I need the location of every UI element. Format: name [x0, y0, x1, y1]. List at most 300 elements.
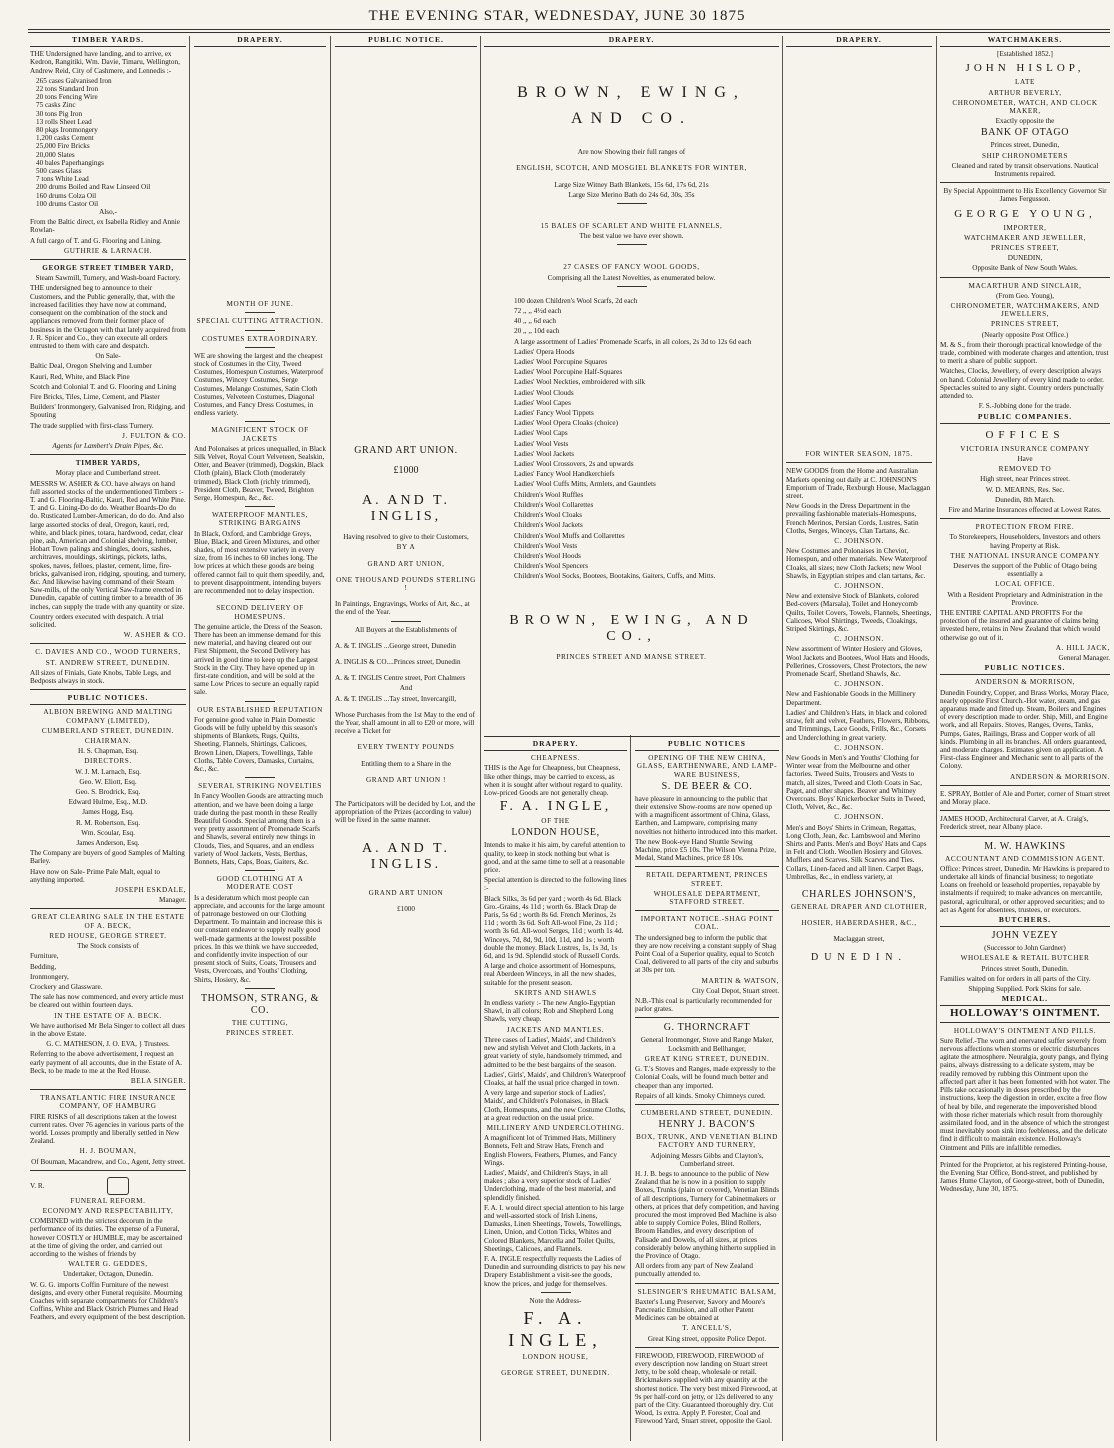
spacer: [484, 134, 779, 148]
coal-body: The undersigned beg to inform the public that they are now receiving a constant supply of Shag Point Coal of a Superior quality, equal to Scotch Coal, delivered to all parts of the city and suburbs at 30s per ton.: [635, 933, 779, 975]
chrono2-line: CHRONOMETER, WATCHMAKERS, AND JEWELLERS,: [950, 302, 1100, 319]
george-street-body: THE undersigned beg to announce to their Customers, and the Public generally, that, with the increased facilities they have now at command, consequent on the combination of the stock and appliances removed from their former place of business in the Octagon with that lately acquired from J. R. Spicer and Co., they can execute all orders entrusted to them with care and despatch.: [30, 284, 186, 350]
opp-bank-line: Opposite Bank of New South Wales.: [972, 264, 1078, 273]
divider: [617, 203, 647, 204]
divider: [30, 1089, 186, 1090]
dress-dept: New Goods in the Dress Department in the prevailing fashionable materials-Homespuns, French Merinos, Persian Cords, Lustres, Satin Cloths, Serges, Winceys, Clan Tartans, &c.: [786, 502, 919, 535]
brown-ewing-advert: [484, 36, 779, 736]
repairs-line: Repairs of all kinds. Smoky Chimneys cured.: [635, 1091, 766, 1100]
directors-label: DIRECTORS.: [84, 757, 132, 766]
divider: [30, 1170, 186, 1171]
new-goods: NEW GOODS from the Home and Australian Markets opening out daily at C. JOHNSON'S Emporium of Trade, Rexburgh House, Maclaggan street.: [786, 467, 931, 501]
slesinger-body: Baxter's Lung Preserver, Savory and Moore's Pancreatic Emulsion, and all other Patent Medicines can be obtained at: [635, 1297, 766, 1323]
director: Edward Hulme, Esq., M.D.: [68, 798, 148, 807]
wholesale-butcher: WHOLESALE & RETAIL BUTCHER: [960, 954, 1090, 963]
trustees: G. C. MATHESON, J. O. EVA, } Trustees.: [46, 1040, 170, 1049]
sale-item: Fire Bricks, Tiles, Lime, Cement, and Plaster: [30, 392, 160, 401]
stock-item: Ironmongery,: [30, 972, 69, 981]
bacon-heading: HENRY J. BACON'S: [658, 1119, 756, 1131]
cheapness-heading: CHEAPNESS.: [531, 754, 580, 763]
dunedin-line: DUNEDIN.: [810, 951, 908, 963]
millinery-heading: MILLINERY AND UNDERCLOTHING.: [486, 1123, 625, 1132]
thorncraft-sub: General Ironmonger, Stove and Range Maker, Locksmith and Bellhanger,: [640, 1036, 774, 1053]
sale-item: Scotch and Colonial T. and G. Flooring and Lining: [30, 382, 177, 391]
asher-signature: W. ASHER & CO.: [123, 631, 186, 640]
children-line: Ladies' and Children's Hats, in black and colored straw, felt and velvet, Feathers, Flowers, Ribbons, and Trimmings, Lace Goods, Frills, &c., Corsets and Underclothing in great variety.: [786, 708, 930, 742]
wool-item: Ladies' Opera Hoods: [514, 347, 575, 356]
princes-line: Princes street, Dunedin,: [990, 141, 1060, 150]
bouman-signature: H. J. BOUMAN,: [79, 1147, 137, 1156]
column-rule: [189, 36, 190, 1441]
comprising-line: Comprising all the Latest Novelties, as enumerated below.: [547, 273, 716, 282]
holloway-body: Sure Relief.-The worn and enervated suffer severely from nervous affections when storms or electric disturbances agitate the atmosphere. Neuralgia, gouty pangs, and flying pains, always distressing to a delicate system, may be readily removed by rubbing this Ointment upon the affected part after it has been fomented with hot water. The Pills take occasionally in doses prescribed by the instructions, keep the digestion in order, excite a free flow of heal by bile, and regenerate the impoverished blood with those richer materials which result from thoroughly assimilated food, and in the absence of which the strongest must inevitably soon sink into feebleness, and the delicate find it difficult to maintain existence. Holloway's Ointment and Pills are infallible remedies.: [940, 1036, 1110, 1152]
establishment: A. INGLIS & CO....Princes street, Dunedin: [335, 658, 461, 667]
late-line: LATE: [1015, 78, 1035, 87]
london-house-2: LONDON HOUSE,: [522, 1352, 589, 1361]
divider: [635, 1283, 779, 1284]
brown-ewing-title-2: BROWN, EWING, AND CO.,: [509, 612, 754, 644]
thorncraft-heading: G. THORNCRAFT: [663, 1022, 751, 1034]
davies-address: ST. ANDREW STREET, DUNEDIN.: [45, 658, 171, 667]
divider: [30, 908, 186, 909]
have-line: Have: [1017, 454, 1033, 463]
cargo-item: 500 cases Glass: [36, 167, 82, 176]
deserves-line: Deserves the support of the Public of Otago being essentially a: [953, 561, 1097, 579]
wool-item: Ladies' Fancy Wool Tippets: [514, 409, 594, 418]
establishment: A. & T. INGLIS ...Tay street, Invercargill,: [335, 694, 457, 703]
hood-line: JAMES HOOD, Architectural Carver, at A. Craig's, Frederick street, near Albany place.: [940, 815, 1089, 832]
clothing-heading: GOOD CLOTHING AT A MODERATE COST: [216, 875, 304, 892]
cargo-item: 265 cases Galvanised Iron: [36, 76, 112, 85]
column-public-notices-2: [635, 740, 779, 1441]
offices-heading: OFFICES: [985, 428, 1065, 441]
novelties-heading: SEVERAL STRIKING NOVELTIES: [198, 782, 322, 791]
de-beer-body: have pleasure in announcing to the public that their extensive Show-rooms are now opened up with a magnificent assortment of China, Glass, Earthen, and Lampware, comprising many novelties not hitherto introduced into this market.: [635, 794, 778, 836]
ingle-heading-2: F. A. INGLE,: [508, 1307, 603, 1350]
manager-label: Manager.: [159, 896, 186, 905]
cargo-item: 75 casks Zinc: [36, 101, 76, 110]
cargo-item: 100 drums Castor Oil: [36, 199, 99, 208]
timber-yards-2-heading: TIMBER YARDS,: [75, 459, 141, 468]
albion-body: The Company are buyers of good Samples of Malting Barley.: [30, 849, 185, 866]
george-street-sub: Steam Sawmill, Turnery, and Wash-board Factory.: [35, 274, 181, 283]
spacer: [484, 208, 779, 222]
opening-heading: OPENING OF THE NEW CHINA, GLASS, EARTHENWARE, AND LAMP-WARE BUSINESS,: [636, 754, 778, 779]
ingle-heading: F. A. INGLE,: [499, 799, 612, 815]
hislop-heading: JOHN HISLOP,: [965, 62, 1085, 75]
buyers-line: All Buyers at the Establishments of: [354, 625, 457, 634]
wholesale-line: WHOLESALE DEPARTMENT, STAFFORD STREET.: [653, 889, 761, 907]
wool-item: Children's Wool Muffs and Collarettes: [514, 531, 625, 540]
wool-item: Children's Wool Jackets: [514, 521, 583, 530]
divider: [245, 701, 275, 702]
established: [Established 1852.]: [997, 50, 1053, 59]
nearly-line: (Nearly opposite Post Office.): [981, 330, 1069, 339]
cargo-item: 160 drums Colza Oil: [36, 191, 97, 200]
section-heading: MEDICAL.: [940, 995, 1110, 1006]
note-address: Note the Address-: [529, 1296, 582, 1305]
blank-space: [786, 50, 932, 450]
bouman-sub: Of Bouman, Macandrew, and Co., Agent, Jetty street.: [31, 1157, 185, 1166]
sewing-line: The new Book-eye Hand Shuttle Sewing Machine, price £5 10s. The Wilson Vienna Prize, Medal, Stand Machines, price £8 10s.: [635, 837, 777, 863]
martin-signature: MARTIN & WATSON,: [701, 976, 779, 985]
bacon-body: H. J. B. begs to announce to the public of New Zealand that he is now in a position to supply Boxes, Trunks (plain or covered), Venetian Blinds of all descriptions, Turnery for Cabinetmakers or others, at prices that defy competition, and having procured the most improved Bed Machine is also able to supply Cornice Poles, Blind Rollers, Broom Handles, and every description of Palisade and Dowels, of all sizes, at prices considerably below anything hitherto supplied in the Province of Otago.: [635, 1169, 779, 1260]
spacer: [335, 786, 477, 800]
special-line: Special attention is directed to the following lines :-: [484, 876, 627, 893]
geddes-signature: WALTER G. GEDDES,: [68, 1260, 148, 1269]
transatlantic-heading: TRANSATLANTIC FIRE INSURANCE COMPANY, OF HAMBURG: [40, 1094, 176, 1111]
stock-item: Furniture,: [30, 952, 59, 961]
shirts-line: Men's and Boys' Shirts in Crimean, Regattas, Long Cloth, Jean, &c. Lambswool and Merino Shirts and Pants. Men's and Boys' Hats and Caps in Felt and Cloth. Woollen Hosiery and Gloves. Mufflers and Scarves. Silk Scarves and Ties. Collars, Linen-faced and all linen. Carpet Bags, Umbrellas, &c., in endless variety, at: [786, 823, 927, 881]
young-heading: GEORGE YOUNG,: [954, 207, 1096, 220]
slesinger-heading: SLESINGER'S RHEUMATIC BALSAM,: [637, 1287, 777, 1296]
jackets-heading: MAGNIFICENT STOCK OF JACKETS: [211, 426, 309, 443]
stock-line: New and extensive Stock of Blankets, colored Bed-covers (Marsala), Toilet and Honeycomb Quilts, Toilet Covers, Towels, Flannels, Sheetings, Calicoes, Wool Shirtings, Tweeds, Cloakings, Striped Skirtings, &c.: [786, 592, 932, 634]
all-orders: All orders from any part of New Zealand punctually attended to.: [635, 1262, 753, 1279]
maclaggan-line: Maclaggan street,: [833, 935, 885, 944]
section-heading: PUBLIC NOTICES: [635, 740, 779, 751]
eskdale-signature: JOSEPH ESKDALE,: [115, 886, 186, 895]
adjoining-line: Adjoining Messrs Gibbs and Clayton's, Cumberland street.: [650, 1151, 764, 1168]
column-rule: [630, 735, 631, 1441]
fire-body: FIRE RISKS of all descriptions taken at the lowest current rates. Over 76 agencies in various parts of the world. Losses promptly and liberally settled in New Zealand.: [30, 1112, 184, 1146]
blanket-price: Large Size Merino Bath do 24s 6d, 30s, 35s: [568, 190, 695, 199]
column-rule: [480, 36, 481, 1441]
opposite-line: Exactly opposite the: [995, 117, 1055, 126]
masthead-rule-2: [28, 32, 1110, 33]
homespuns-heading: SECOND DELIVERY OF HOMESPUNS.: [216, 604, 304, 621]
wool-item: Ladies' Wool Clouds: [514, 388, 574, 397]
divider: [245, 988, 275, 989]
guthrie-intro: THE Undersigned have landing, and to arrive, ex Kedron, Rangitiki, Wm. Davie, Timaru, Wellington, Andrew Reid, City of Cashmere, and Lennedis :-: [30, 50, 180, 75]
albion-heading: ALBION BREWING AND MALTING COMPANY (LIMITED),: [43, 708, 173, 725]
cargo-item: 1,200 casks Cement: [36, 134, 94, 143]
economy-heading: ECONOMY AND RESPECTABILITY,: [42, 1206, 174, 1215]
section-heading: PUBLIC NOTICES.: [940, 664, 1110, 675]
holloway-heading: HOLLOWAY'S OINTMENT.: [950, 1007, 1100, 1020]
estate-body: We have authorised Mr Bela Singer to collect all dues in the above Estate.: [30, 1021, 185, 1038]
wool-item: Ladies' Wool Cuffs Mitts, Armlets, and Gauntlets: [514, 480, 656, 489]
paintings-line: In Paintings, Engravings, Works of Art, &c., at the end of the Year.: [335, 600, 470, 617]
column-drapery-thomson: [194, 36, 326, 1441]
estate-heading: IN THE ESTATE OF A. BECK.: [54, 1011, 162, 1020]
watches-line: Watches, Clocks, Jewellery, of every description always on hand. Colonial Jewellery of every kind made to order. Spectacles suited to any sight. Country orders punctually attended to.: [940, 367, 1104, 401]
cargo-item: 200 drums Boiled and Raw Linseed Oil: [36, 183, 151, 192]
section-heading: PUBLIC NOTICES.: [30, 694, 186, 705]
divider: [245, 506, 275, 507]
divider: [245, 599, 275, 600]
divider: [940, 182, 1110, 183]
millinery-line: New and Fashionable Goods in the Millinery Department.: [786, 690, 916, 707]
country-orders: Country orders executed with despatch. A trial solicited.: [30, 612, 164, 629]
column-rule: [330, 36, 331, 1441]
hosier-line: HOSIER, HABERDASHER, &C.,: [801, 919, 917, 928]
special-appointment: By Special Appointment to His Excellency Governor Sir James Fergusson.: [943, 187, 1107, 204]
princes2-line: PRINCES STREET,: [991, 244, 1059, 253]
high-line: High street, near Princes street.: [980, 475, 1070, 484]
divider: [635, 1017, 779, 1018]
millinery-body: A magnificent lot of Trimmed Hats, Millinery Bonnets, Felt and Straw Hats, French and English Flowers, Feathers, Plumes, and Fancy Wings.: [484, 1134, 617, 1167]
director: James Hogg, Esq.: [82, 808, 134, 817]
ancell-sub: Great King street, opposite Police Depot.: [647, 1334, 767, 1343]
divider: [245, 312, 275, 313]
wool-item: Ladies' Fancy Wool Handkerchiefs: [514, 470, 615, 479]
from-young: (From Geo. Young),: [995, 291, 1055, 300]
agents-line: Agents for Lambert's Drain Pipes, &c.: [52, 441, 164, 450]
chairman-label: CHAIRMAN.: [84, 737, 132, 746]
printed-line: Printed for the Proprietor, at his registered Printing-house, the Evening Star Office, Bond-street, and published by James Hume Clayton, of George-street, both of Dunedin, Wednesday, June 30, 1875.: [940, 1160, 1108, 1194]
column-timber-yards: [30, 36, 186, 1441]
cargo-item: 40 bales Paperhangings: [36, 158, 104, 167]
dunedin-line: DUNEDIN,: [1007, 254, 1043, 263]
wool-goods-heading: 27 CASES OF FANCY WOOL GOODS,: [563, 263, 700, 272]
mantles-heading: WATERPROOF MANTLES, STRIKING BARGAINS: [211, 511, 309, 528]
section-heading: WATCHMAKERS.: [940, 36, 1110, 47]
protection-heading: PROTECTION FROM FIRE.: [975, 523, 1075, 532]
bela-signature: BELA SINGER.: [130, 1076, 186, 1085]
divider: [30, 643, 186, 644]
removed-line: REMOVED TO: [998, 465, 1052, 474]
hawkins-body: Office: Princes street, Dunedin. Mr Hawkins is prepared to undertake all kinds of financial business; to negotiate Loans on freehold or leasehold properties, repayable by instalments if required; to make advances on mercantile, pastoral, agricultural, or other approved securities; and to act as Agent for absentees, trustees, or executors.: [940, 864, 1110, 914]
wool-item: Children's Wool Collarettes: [514, 500, 594, 509]
ms-body: M. & S., from their thorough practical knowledge of the trade, combined with moderate charges and attention, trust to merit a share of public support.: [940, 340, 1109, 366]
vezey-heading: JOHN VEZEY: [991, 930, 1059, 942]
special-heading: SPECIAL CUTTING ATTRACTION.: [196, 317, 324, 326]
successor-line: (Successor to John Gardner): [984, 944, 1066, 953]
de-beer-heading: S. DE BEER & CO.: [661, 780, 753, 792]
spacer: [335, 479, 477, 493]
profits-line: THE ENTIRE CAPITAL AND PROFITS For the protection of the insured and guarantee of claims being invested here, retains in New Zealand that which would otherwise go out of it.: [940, 608, 1101, 642]
george-street-line: GEORGE STREET, DUNEDIN.: [501, 1369, 610, 1378]
princes4-line: Princes street South, Dunedin.: [981, 964, 1069, 973]
assortment-line: A large assortment of Ladies' Promenade Scarfs, in all colors, 2s 3d to 12s 6d each: [514, 337, 752, 346]
entitling-line: Entitling them to a Share in the: [361, 759, 451, 768]
cargo-item: 13 rolls Sheet Lead: [36, 117, 92, 126]
best-value: The best value we have ever shown.: [579, 232, 684, 241]
great-king: GREAT KING STREET, DUNEDIN.: [644, 1054, 770, 1063]
reputation-body: For genuine good value in Plain Domestic Goods will be fully upheld by this season's shipments of Blankets, Rugs, Quilts, Sheeting, Flannels, Shirtings, Calicoes, Brown Linen, Diapers, Towellings, Table Cloths, Table Covers, Damasks, Curtains, &c., &c.: [194, 715, 318, 773]
blank-space: [335, 50, 477, 445]
martin-sub: City Coal Depot, Stuart street.: [691, 986, 779, 995]
column-rule: [782, 36, 783, 1441]
watchmaker-line: WATCHMAKER AND JEWELLER,: [963, 233, 1086, 242]
bank-line: BANK OF OTAGO: [980, 127, 1070, 139]
victoria-line: VICTORIA INSURANCE COMPANY: [960, 444, 1090, 453]
cargo-item: 20,000 Slates: [36, 150, 75, 159]
coal-heading: IMPORTANT NOTICE.-SHAG POINT COAL.: [640, 915, 774, 932]
divider: [940, 810, 1110, 811]
wool-item: Ladies' Wool Porcupine Half-Squares: [514, 368, 623, 377]
divider: [635, 910, 779, 911]
firewood-body: FIREWOOD, FIREWOOD, FIREWOOD of every description now landing on Stuart street Jetty, to be sold cheap, wholesale or retail. Brickmakers supplied with any quantity at the shortest notice. The very best mixed Firewood, at 9s per half-cord on jetty, or 12s delivered to any part of the City. Guaranteed thoroughly dry. Cut Wood, 1s extra. Apply P. Forester, Coal and Firewood Yard, Stuart street, opposite the Gaol.: [635, 1351, 778, 1426]
blankets-heading: ENGLISH, SCOTCH, AND MOSGIEL BLANKETS FOR WINTER,: [516, 164, 747, 173]
section-rule: [484, 736, 780, 737]
blanket-price: Large Size Witney Bath Blankets, 15s 6d, 17s 6d, 21s: [554, 180, 709, 189]
divider: [391, 621, 421, 622]
by-a: BY A: [396, 543, 416, 552]
cargo-item: 80 pkgs Ironmongery: [36, 126, 98, 135]
divider: [245, 330, 275, 331]
director: R. M. Robertson, Esq.: [75, 818, 141, 827]
divider: [617, 286, 647, 287]
director: Wm. Scoular, Esq.: [81, 828, 135, 837]
polonaises-line: A very large and superior stock of Ladies', Maids', and Children's Polonaises, in Black Cloth, Homespuns, and the new Costume Cloths, at a great reduction on the usual price.: [484, 1089, 626, 1122]
section-heading: PUBLIC COMPANIES.: [940, 413, 1110, 424]
wool-item: Ladies' Wool Capes: [514, 398, 571, 407]
cargo-item: 22 tons Standard Iron: [36, 85, 99, 94]
davies-body: All sizes of Finials, Gate Knobs, Table Legs, and Bedposts always in stock.: [30, 668, 171, 686]
director: James Anderson, Esq.: [76, 839, 140, 848]
column-johnson: [786, 36, 932, 1441]
mearns-line: W. D. MEARNS, Res. Sec.: [985, 485, 1065, 494]
geddes-body: W. G. G. imports Coffin Furniture of the newest designs, and every other Funeral requisite. Mourning Coaches with separate compartments for Children's Coffins, White and Black Ostrich Plumes and Head Feathers, and every equipment of the best description.: [30, 1280, 186, 1322]
section-heading: DRAPERY.: [194, 36, 326, 47]
costumes-heading: COSTUMES EXTRAORDINARY.: [201, 334, 319, 343]
resident-line: With a Resident Proprietary and Administration in the Province.: [947, 590, 1103, 607]
section-heading: DRAPERY.: [484, 36, 779, 47]
blank-space: [194, 50, 326, 300]
flannels-heading: 15 BALES OF SCARLET AND WHITE FLANNELS,: [540, 222, 723, 231]
masthead-rule: [28, 29, 1110, 30]
divider: [940, 518, 1110, 519]
wool-item: Children's Wool Cloaks: [514, 511, 583, 520]
cargo-item: 30 tons Pig Iron: [36, 109, 83, 118]
divider: [30, 259, 186, 260]
resolved-line: Having resolved to give to their Customers,: [343, 533, 469, 542]
section-heading: DRAPERY.: [786, 36, 932, 47]
divider: [245, 777, 275, 778]
to-store: To Storekeepers, Householders, Investors and others having Property at Risk.: [949, 533, 1101, 550]
intends-body: Intends to make it his aim, by careful attention to quality, to keep in stock nothing but what is good, and at the same time to sell at a reasonable price.: [484, 841, 626, 875]
divider: [635, 866, 779, 867]
divider: [30, 454, 186, 455]
grand-union-3: GRAND ART UNION !: [365, 775, 447, 784]
jackets-heading: JACKETS AND MANTLES.: [506, 1025, 605, 1034]
thomson-signature: THOMSON, STRANG, & CO.: [200, 992, 320, 1016]
spacer: [335, 875, 477, 889]
johnson-sig: C. JOHNSON.: [834, 680, 884, 689]
anderson-body: Dunedin Foundry, Copper, and Brass Works, Moray Place, nearly opposite First Church.-Hot water, steam, and gas apparatus made and fitted up. Steam, Boilers and Engines of every description made to order. Ship, Mill, and Engine work, and all Repairs. Stoves, Ranges, Ovens, Tanks, Pumps, Gates, Railings, Brass and Copper work of all kinds. Plumbing in all its branches. All orders guaranteed, and moderate charges. Estimates given on application. A First-class Engineer and Mechanic sent to all parts of the Colony.: [940, 688, 1109, 771]
trade-line: The trade supplied with first-class Turnery.: [30, 421, 154, 430]
divider: [541, 1292, 571, 1293]
mantles-body: In Black, Oxford, and Cambridge Greys, Blue, Black, and Green Mixtures, and other shades, of most extensive variety in every size, from 16 inches to 60 inches long. The low prices at which these goods are being offered cannot fail to quit them speedily, and, to prevent disappointment, intending buyers are recommended not to delay inspection.: [194, 529, 325, 596]
wool-item: Ladies' Wool Opera Cloaks (choice): [514, 419, 618, 428]
mens-line: New Goods in Men's and Youths' Clothing for Winter wear from the Melbourne and other factories. Tweed Suits, Trousers and Vests to match, all sizes, Tweed and Cloth Coats in Sac, Paget, and other shapes. Beaver and Whitney Overcoats. Boys' Knickerbocker Suits in Tweed, Cloth, Velvet, &c., &c.: [786, 753, 926, 812]
divider: [635, 1104, 779, 1105]
charles-heading: CHARLES JOHNSON'S,: [801, 888, 917, 900]
jobbing-line: F. S.-Jobbing done for the trade.: [978, 402, 1072, 411]
hawkins-heading: M. W. HAWKINS: [984, 840, 1066, 852]
spacer: [484, 50, 779, 80]
importer-line: IMPORTER,: [1003, 223, 1047, 232]
cargo-item: 20 tons Fencing Wire: [36, 93, 98, 102]
whose-line: Whose Purchases from the 1st May to the end of the Year, shall amount in all to £20 or more, will receive a Ticket for: [335, 710, 475, 736]
also-line: Also,-: [99, 208, 117, 217]
spacer: [484, 583, 779, 613]
participators: The Participators will be decided by Lot, and the appropriation of the Prizes (according to value) will be fixed in the same manner.: [335, 800, 476, 825]
cargo-item: 7 tons White Lead: [36, 175, 89, 184]
asher-body: MESSRS W. ASHER & CO. have always on hand full assorted stocks of the undermentioned Timbers :- T. and G. Flooring-Baltic, Kauri, Red and White Pine. T. and G. Lining-Do do do. Weather Boards-Do do do. Rusticated Lumber-American, do do do. And also large assorted stocks of deal, Oregon, kauri, red, white, and black pines, totara, hardwood, cedar, clear pine, ash, American and Colonial shelving, lumber, Hobart Town palings and shingles, doors, sashes, architraves, mouldings, skirtings, pickets, laths, spokes, naves, felloes, plaster, cement, lime, fire-bricks, galvanised iron, ridging, spouting, and turnery, &c. And likewise having command of their Steam Saw-mills, of the only Vertical Saw-frame erected in Dunedin, capable of cutting timber to a breadth of 36 inches, can supply the trade with any quantity or size.: [30, 479, 186, 611]
column-watchmakers: [940, 36, 1110, 1441]
costumes-body: WE are showing the largest and the cheapest stock of Costumes in the City, Tweed Costumes, Homespun Costumes, Waterproof Costumes, Wincey Costumes, Serge Costumes, Melange Costumes, Satin Cloth Costumes, Velveteen Costumes, Diagonal Costumes, and Fancy Dress Costumes, in endless variety.: [194, 351, 324, 418]
great-sale-heading: GREAT CLEARING SALE IN THE ESTATE OF A. BECK,: [31, 913, 185, 930]
sale-item: Kauri, Red, White, and Black Pine: [30, 372, 130, 381]
section-heading: PUBLIC NOTICE.: [335, 36, 477, 47]
wool-item: Children's Wool Spencers: [514, 562, 589, 571]
thousand-pounds: ONE THOUSAND POUNDS STERLING !: [336, 575, 476, 593]
price-lines: Black Silks, 3s 6d per yard ; worth 4s 6d. Black Gro.-Grains, 4s 11d ; worth 6s. Black Drap de Paris, 5s 6d ; worth 8s 6d. French Merinos, 2s 11d ; worth 3s 6d. Soft All-wool Fine, 2s 11d ; worth 3s 6d. All-wool Serges, 11d ; worth 1s 4d. Winceys, 7d, 8d, 9d, 10d, 11d, and 1s ; worth double the money. Black Lustres, 1s, 1s 3d, 1s 6d, and 1s 9d. Splendid stock of Russell Cords.: [484, 894, 624, 961]
director: Geo. W. Eliott, Esq.: [79, 777, 137, 786]
stock-line: The Stock consists of: [77, 942, 139, 951]
george-street-heading: GEORGE STREET TIMBER YARD,: [42, 264, 174, 273]
winter-heading: FOR WINTER SEASON, 1875.: [805, 450, 913, 459]
box-heading: BOX, TRUNK, AND VENETIAN BLIND FACTORY AND TURNERY,: [636, 1133, 778, 1150]
cargo-list: [30, 77, 186, 208]
anderson-signature: ANDERSON & MORRISON.: [1009, 772, 1110, 781]
wool-item: Children's Wool Vests: [514, 541, 578, 550]
shipping-line: Shipping Supplied. Pork Skins for sale.: [968, 985, 1082, 994]
divider: [617, 244, 647, 245]
wool-item: Children's Wool Socks, Bootees, Bootakins, Gaiters, Cuffs, and Mitts.: [514, 572, 716, 581]
timber-yards-2-sub: Moray place and Cumberland street.: [55, 469, 161, 478]
novelties-body: In Fancy Woollen Goods are attracting much attention, and we have been doing a large trade during the past month in these Really Beautiful Goods. Special among them is a very pretty assortment of Promenade Scarfs and Shawls, several entirely new things in Clouds, Ties, and Squares, and an endless variety of Wool Jackets, Vests, Berthas, Bonnets, Hats, Caps, Boas, Gaiters, &c.: [194, 792, 324, 866]
princes-line: PRINCES STREET.: [226, 1029, 294, 1038]
cutting-line: THE CUTTING,: [231, 1018, 289, 1027]
on-sale: On Sale-: [95, 352, 121, 361]
column-ingle: [484, 740, 627, 1441]
spacer: [484, 249, 779, 263]
wool-item: Children's Wool Ruffles: [514, 490, 584, 499]
cheapness-body: THIS is the Age for Cheapness, but Cheapness, like other things, may be carried to excess, as when it is sought after without regard to quality. Low-priced Goods are not generally cheap.: [484, 764, 623, 798]
brown-ewing-address: PRINCES STREET AND MANSE STREET.: [556, 652, 707, 661]
baltic-line: From the Baltic direct, ex Isabella Ridley and Annie Rowlan-: [30, 218, 180, 235]
invite-line: F. A. INGLE respectfully requests the Ladies of Dunedin and surrounding districts to pay his new Drapery Establishment a visit-see the goods, know the prices, and judge for themselves.: [484, 1254, 626, 1288]
scarf-line: 100 dozen Children's Wool Scarfs, 2d each: [514, 296, 638, 305]
albion-address: CUMBERLAND STREET, DUNEDIN.: [41, 726, 175, 735]
wool-item: Ladies' Wool Vests: [514, 439, 569, 448]
general-draper: GENERAL DRAPER AND CLOTHIER,: [790, 902, 928, 911]
johnson-sig: C. JOHNSON.: [834, 743, 884, 752]
sale-body: The sale has now commenced, and every article must be cleared out within fourteen days.: [30, 993, 184, 1010]
prize-amount: £1000: [393, 465, 419, 477]
divider: [940, 1022, 1110, 1023]
section-heading: TIMBER YARDS.: [30, 36, 186, 47]
albion-sale: Have now on Sale- Prime Pale Malt, equal to anything imported.: [30, 867, 160, 884]
every-twenty: EVERY TWENTY POUNDS: [357, 743, 455, 752]
establishment: A. & T. INGLIS ...George street, Dunedin: [335, 641, 456, 650]
column-rule: [936, 36, 937, 1441]
scarf-line: 72 ,, ,, 4½d each: [514, 307, 562, 316]
johnson-sig: C. JOHNSON.: [834, 537, 884, 546]
nb-line: N.B.-This coal is particularly recommended for parlor grates.: [635, 997, 772, 1014]
cargo-item: 25,000 Fire Bricks: [36, 142, 90, 151]
waterproof-line: Ladies', Girls', Maids', and Children's Waterproof Cloaks, at half the usual price charged in town.: [484, 1070, 626, 1087]
date-line: Dunedin, 8th March.: [995, 495, 1055, 504]
establishment: A. & T. INGLIS Centre street, Port Chalmers: [335, 674, 466, 683]
wool-item: Ladies' Wool Porcupine Squares: [514, 358, 608, 367]
stock-item: Crockery and Glassware.: [30, 982, 103, 991]
flooring-line: A full cargo of T. and G. Flooring and Lining.: [30, 236, 162, 245]
divider: [786, 462, 932, 463]
ship-line: SHIP CHRONOMETERS: [981, 151, 1068, 160]
grand-union-2: GRAND ART UNION,: [367, 559, 445, 568]
anderson-heading: ANDERSON & MORRISON,: [974, 678, 1076, 687]
royal-crest: [30, 1175, 186, 1197]
wool-goods-list: [484, 297, 779, 581]
divider: [940, 277, 1110, 278]
ancell-heading: T. ANCELL'S,: [682, 1324, 732, 1333]
johnson-sig: C. JOHNSON.: [834, 635, 884, 644]
